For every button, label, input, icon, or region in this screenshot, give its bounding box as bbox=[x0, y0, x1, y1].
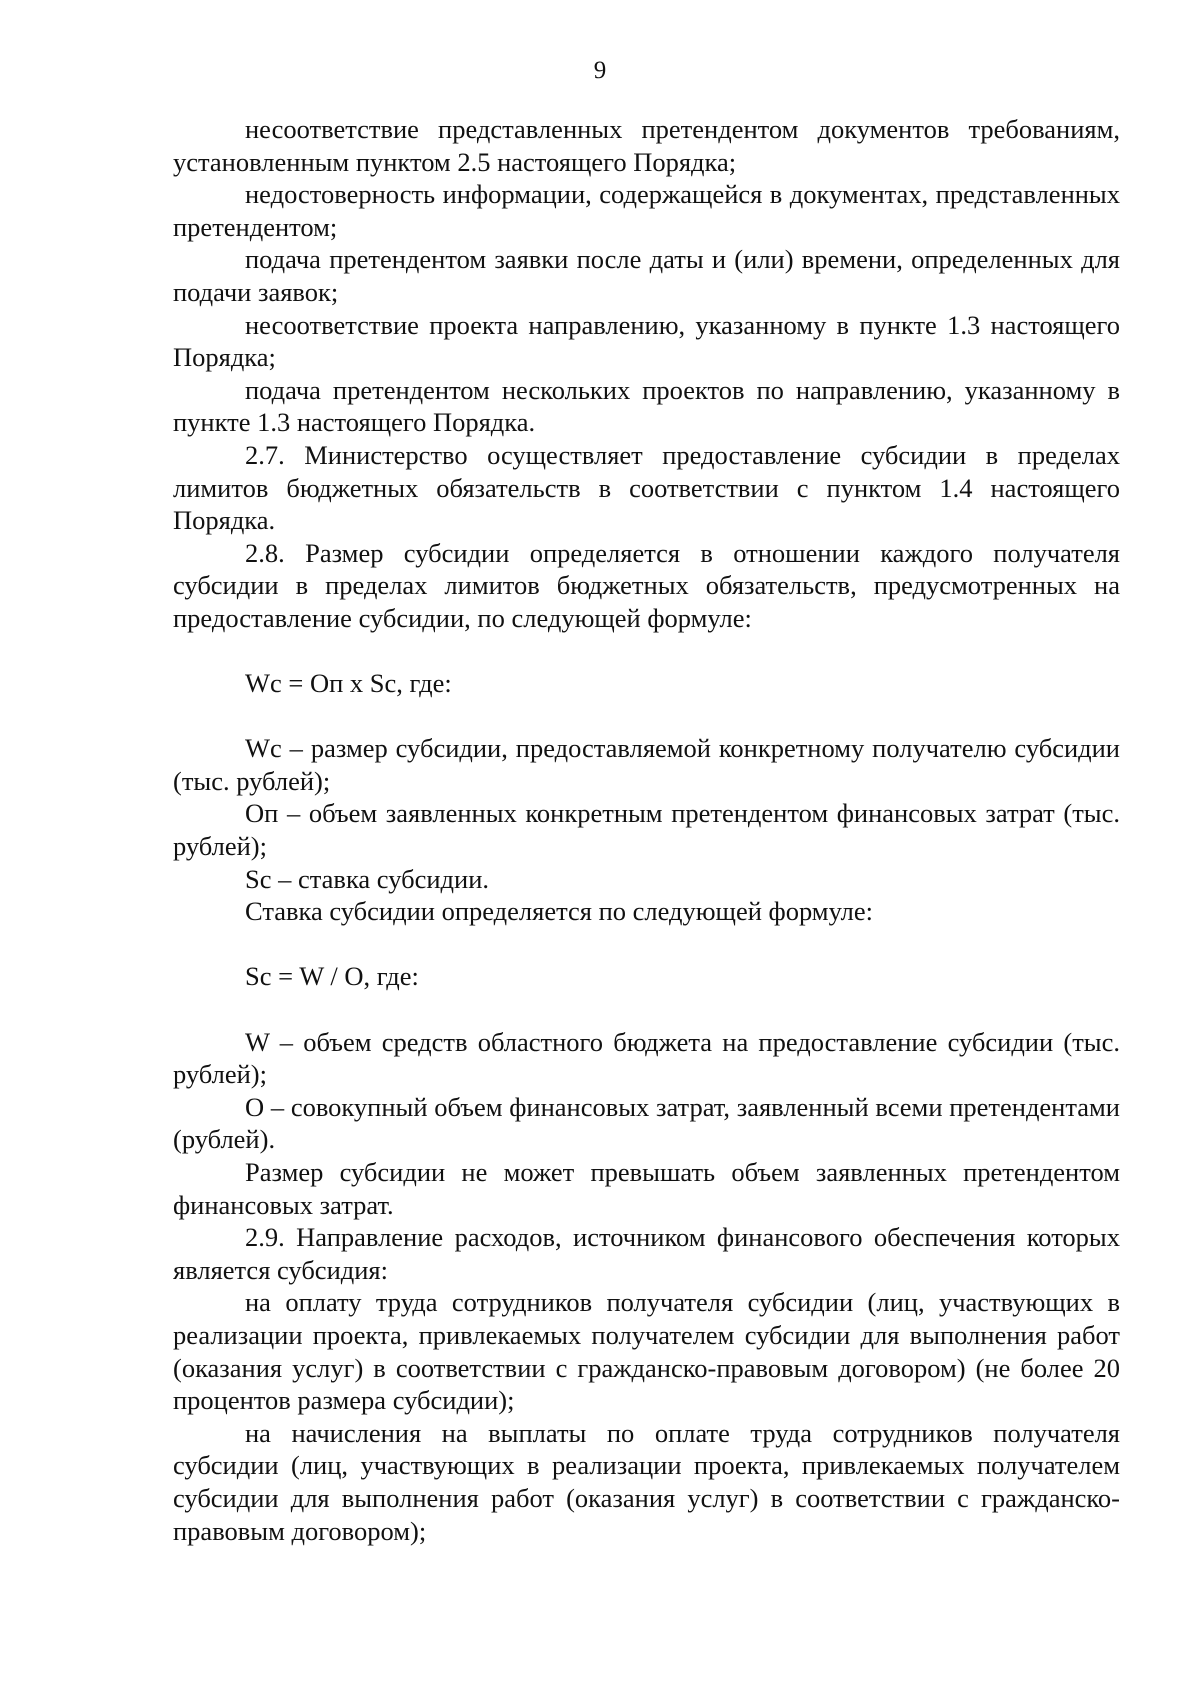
paragraph-unreliable-info: недостоверность информации, содержащейся в документах, представленных претендентом; bbox=[173, 179, 1120, 242]
formula-sc: Sc = W / O, где: bbox=[245, 961, 419, 992]
paragraph-2-9: 2.9. Направление расходов, источником финансового обеспечения которых является субсидия: bbox=[173, 1222, 1120, 1285]
definition-o: О – совокупный объем финансовых затрат, заявленный всеми претендентами (рублей). bbox=[173, 1091, 1120, 1155]
paragraph-subsidy-limit: Размер субсидии не может превышать объем заявленных претендентом финансовых затрат. bbox=[173, 1157, 1120, 1220]
paragraph-rate-formula-intro: Ставка субсидии определяется по следующей формуле: bbox=[245, 896, 874, 927]
paragraph-2-7: 2.7. Министерство осуществляет предоставление субсидии в пределах лимитов бюджетных обязательств в соответствии с пунктом 1.4 настоящего Порядка. bbox=[173, 439, 1120, 536]
definition-op: Оп – объем заявленных конкретным претендентом финансовых затрат (тыс. рублей); bbox=[173, 798, 1120, 862]
definition-wc: Wc – размер субсидии, предоставляемой конкретному получателю субсидии (тыс. рублей); bbox=[173, 733, 1120, 796]
paragraph-mismatch-documents: несоответствие представленных претендентом документов требованиям, установленным пунктом 2.5 настоящего Порядка; bbox=[173, 114, 1120, 177]
page-number: 9 bbox=[593, 57, 607, 84]
paragraph-2-8: 2.8. Размер субсидии определяется в отношении каждого получателя субсидии в пределах лимитов бюджетных обязательств, предусмотренных на предоставление субсидии, по следующей формуле: bbox=[173, 537, 1120, 633]
definition-w: W – объем средств областного бюджета на предоставление субсидии (тыс. рублей); bbox=[173, 1026, 1120, 1090]
paragraph-late-submission: подача претендентом заявки после даты и (или) времени, определенных для подачи заявок; bbox=[173, 244, 1120, 307]
document-body bbox=[173, 113, 1120, 1547]
paragraph-multiple-projects: подача претендентом нескольких проектов по направлению, указанному в пункте 1.3 настоящего Порядка. bbox=[173, 374, 1120, 438]
paragraph-labor-charges: на начисления на выплаты по оплате труда сотрудников получателя субсидии (лиц, участвующих в реализации проекта, привлекаемых получателем субсидии для выполнения работ (оказания услуг) в соответствии с гражданско-правовым договором); bbox=[173, 1417, 1120, 1546]
paragraph-project-mismatch: несоответствие проекта направлению, указанному в пункте 1.3 настоящего Порядка; bbox=[173, 309, 1120, 373]
definition-sc: Sc – ставка субсидии. bbox=[245, 863, 490, 894]
paragraph-labor-payment: на оплату труда сотрудников получателя субсидии (лиц, участвующих в реализации проекта, привлекаемых получателем субсидии для выполнения работ (оказания услуг) в соответствии с гражданско-правовым договором) (не более 20 процентов размера субсидии); bbox=[173, 1287, 1120, 1416]
formula-wc: Wc = Оп x Sc, где: bbox=[245, 668, 452, 699]
